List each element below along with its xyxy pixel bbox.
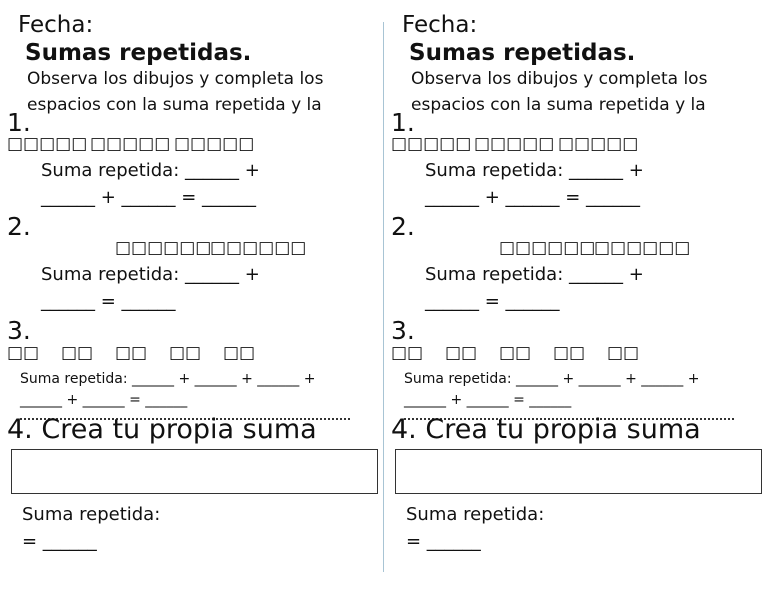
- q2-group-1: □□□□□□: [499, 238, 596, 258]
- q2-group-1: □□□□□□: [115, 238, 212, 258]
- q2-number: 2.: [7, 212, 31, 241]
- q3-group-3: □□: [115, 343, 148, 363]
- q3-line-1: Suma repetida: ______ + ______ + ______ +: [404, 371, 700, 387]
- q2-line-1: Suma repetida: ______ +: [425, 264, 644, 285]
- fecha-label: Fecha:: [402, 12, 478, 38]
- q3-number: 3.: [7, 316, 31, 345]
- q4-eq-line: = ______: [406, 531, 481, 552]
- drawing-box[interactable]: [395, 449, 762, 494]
- q3-number: 3.: [391, 316, 415, 345]
- q3-line-1: Suma repetida: ______ + ______ + ______ +: [20, 371, 316, 387]
- q4-title: 4. Crea tu propia suma: [7, 414, 317, 445]
- q2-number: 2.: [391, 212, 415, 241]
- q4-rep-label: Suma repetida:: [22, 504, 161, 525]
- worksheet-title: Sumas repetidas.: [409, 40, 636, 66]
- drawing-box[interactable]: [11, 449, 378, 494]
- worksheet-right: [384, 0, 764, 594]
- q3-group-5: □□: [223, 343, 256, 363]
- q2-line-1: Suma repetida: ______ +: [41, 264, 260, 285]
- q3-group-2: □□: [445, 343, 478, 363]
- q3-group-1: □□: [391, 343, 424, 363]
- q3-group-4: □□: [169, 343, 202, 363]
- q3-group-3: □□: [499, 343, 532, 363]
- q1-line-1: Suma repetida: ______ +: [41, 160, 260, 181]
- q3-group-5: □□: [607, 343, 640, 363]
- q2-line-2: ______ = ______: [425, 291, 560, 312]
- q4-title: 4. Crea tu propia suma: [391, 414, 701, 445]
- worksheet-left: [0, 0, 380, 594]
- q3-group-1: □□: [7, 343, 40, 363]
- q3-line-2: ______ + ______ = ______: [20, 392, 188, 408]
- q4-rep-label: Suma repetida:: [406, 504, 545, 525]
- q3-group-2: □□: [61, 343, 94, 363]
- q1-group-3: □□□□□: [174, 134, 255, 154]
- q1-group-2: □□□□□: [474, 134, 555, 154]
- q2-group-2: □□□□□□: [594, 238, 691, 258]
- q1-line-2: ______ + ______ = ______: [41, 187, 257, 208]
- q1-number: 1.: [391, 108, 415, 137]
- q4-eq-line: = ______: [22, 531, 97, 552]
- q1-line-1: Suma repetida: ______ +: [425, 160, 644, 181]
- fecha-label: Fecha:: [18, 12, 94, 38]
- q1-group-3: □□□□□: [558, 134, 639, 154]
- q2-group-2: □□□□□□: [210, 238, 307, 258]
- q1-group-2: □□□□□: [90, 134, 171, 154]
- worksheet-title: Sumas repetidas.: [25, 40, 252, 66]
- q2-line-2: ______ = ______: [41, 291, 176, 312]
- q3-line-2: ______ + ______ = ______: [404, 392, 572, 408]
- q3-group-4: □□: [553, 343, 586, 363]
- instructions: Observa los dibujos y completa los espacios con la suma repetida y la: [27, 69, 324, 115]
- instructions: Observa los dibujos y completa los espacios con la suma repetida y la: [411, 69, 708, 115]
- q1-group-1: □□□□□: [7, 134, 88, 154]
- q1-group-1: □□□□□: [391, 134, 472, 154]
- q1-number: 1.: [7, 108, 31, 137]
- q1-line-2: ______ + ______ = ______: [425, 187, 641, 208]
